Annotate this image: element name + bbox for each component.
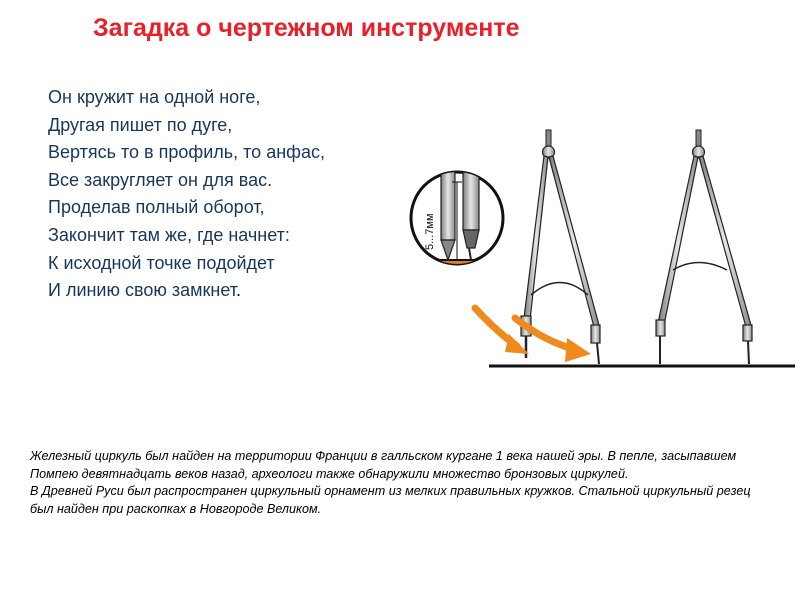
history-note	[30, 448, 775, 518]
poem-line-last	[48, 277, 325, 305]
poem-line: К исходной точке подойдет	[48, 252, 275, 273]
compass-illustration	[405, 120, 795, 380]
poem-end-period: .	[235, 280, 241, 301]
poem-line: Он кружит на одной ноге,	[48, 87, 261, 107]
riddle-poem	[48, 84, 325, 305]
page-title: Загадка о чертежном инструменте	[93, 14, 520, 42]
history-paragraph: В Древней Руси был распространен циркульный орнамент из мелких правильных кружков. Стальной циркульный резец был найден при раскопках в Новгороде Великом.	[30, 484, 751, 516]
compass-icon	[656, 130, 752, 364]
poem-line: Вертясь то в профиль, то анфас,	[48, 142, 325, 163]
inset-measure-label: 5...7мм	[424, 213, 436, 250]
poem-line: Закончит там же, где начнет:	[48, 224, 290, 245]
poem-line: Проделав полный оборот,	[48, 197, 265, 218]
history-paragraph: Железный циркуль был найден на территории Франции в галльском кургане 1 века нашей эры. В пепле, засыпавшем Помпею девятнадцать веков назад, археологи также обнаружили множество бронзовых циркулей.	[30, 449, 737, 481]
poem-line-text: И линию свою замкнет	[48, 280, 236, 301]
inset-detail	[411, 170, 503, 272]
poem-line: Другая пишет по дуге,	[48, 114, 233, 135]
poem-line: Все закругляет он для вас.	[48, 169, 273, 190]
